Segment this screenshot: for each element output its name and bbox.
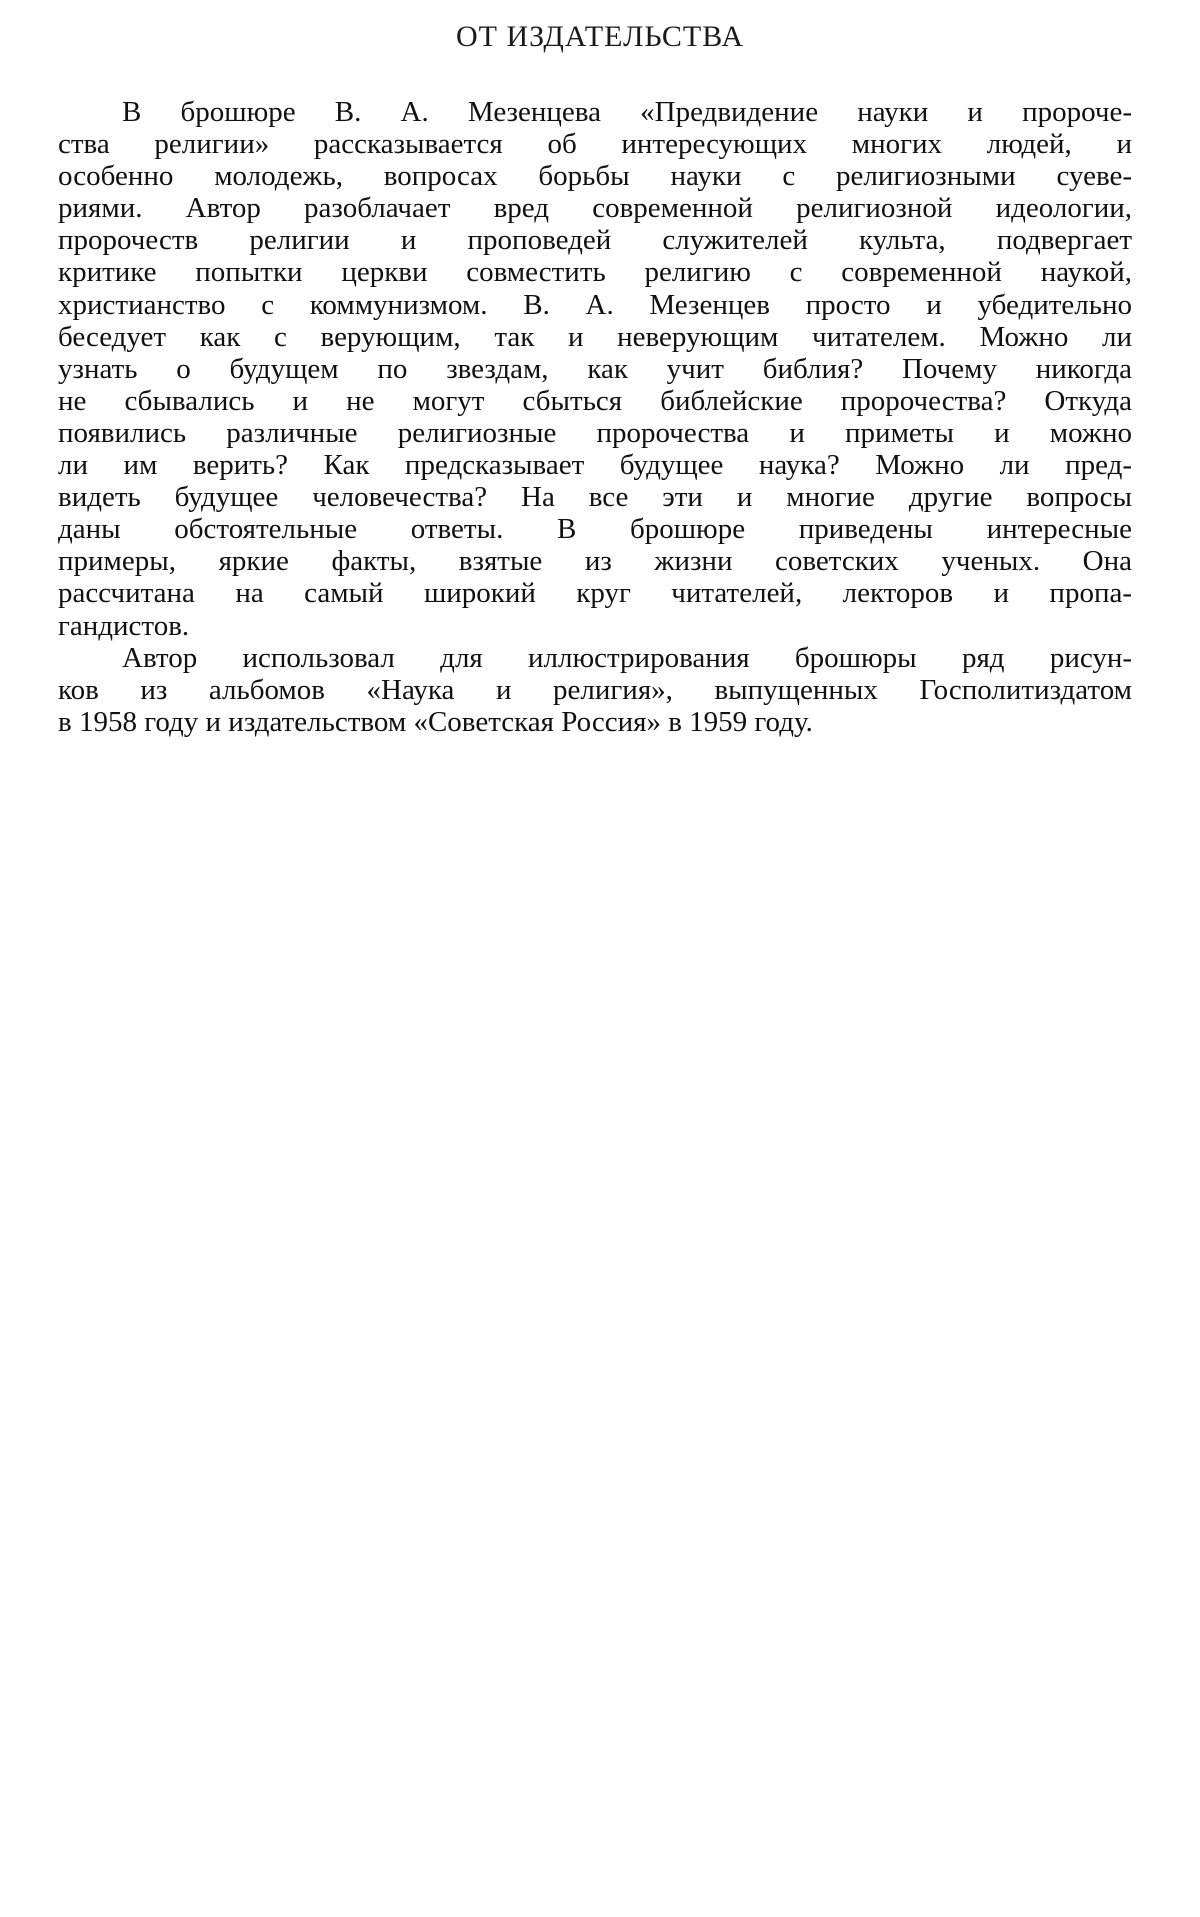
text-line: примеры, яркие факты, взятые из жизни советских ученых. Она (58, 545, 1132, 578)
text-line: христианство с коммунизмом. В. А. Мезенцев просто и убедительно (58, 288, 1132, 321)
text-line: рассчитана на самый широкий круг читателей, лекторов и пропа- (58, 577, 1132, 610)
text-line: особенно молодежь, вопросах борьбы науки с религиозными суеве- (58, 160, 1132, 193)
text-line: узнать о будущем по звездам, как учит библия? Почему никогда (58, 352, 1132, 385)
text-line: в 1958 году и издательством «Советская Россия» в 1959 году. (58, 705, 813, 738)
text-line: Автор использовал для иллюстрирования брошюры ряд рисун- (122, 641, 1132, 674)
text-line: В брошюре В. А. Мезенцева «Предвидение науки и пророче- (122, 96, 1132, 128)
text-line: гандистов. (58, 609, 190, 642)
text-line: видеть будущее человечества? На все эти и многие другие вопросы (58, 481, 1132, 514)
text-line: риями. Автор разоблачает вред современной религиозной идеологии, (58, 192, 1132, 225)
paragraph-illustrations-note (58, 642, 1132, 738)
text-line: не сбывались и не могут сбыться библейские пророчества? Откуда (58, 384, 1132, 417)
text-line: ков из альбомов «Наука и религия», выпущенных Госполитиздатом (58, 673, 1132, 706)
text-line: ства религии» рассказывается об интересующих многих людей, и (58, 128, 1132, 161)
text-line: даны обстоятельные ответы. В брошюре приведены интересные (58, 513, 1132, 546)
text-line: беседует как с верующим, так и неверующим читателем. Можно ли (58, 320, 1132, 353)
text-line: появились различные религиозные пророчества и приметы и можно (58, 416, 1132, 449)
text-line: ли им верить? Как предсказывает будущее наука? Можно ли пред- (58, 449, 1132, 482)
paragraph-intro (58, 96, 1132, 642)
body-text (58, 96, 1132, 738)
text-line: критике попытки церкви совместить религию с современной наукой, (58, 256, 1132, 289)
page-title: ОТ ИЗДАТЕЛЬСТВА (455, 20, 745, 53)
text-line: пророчеств религии и проповедей служителей культа, подвергает (58, 224, 1132, 257)
